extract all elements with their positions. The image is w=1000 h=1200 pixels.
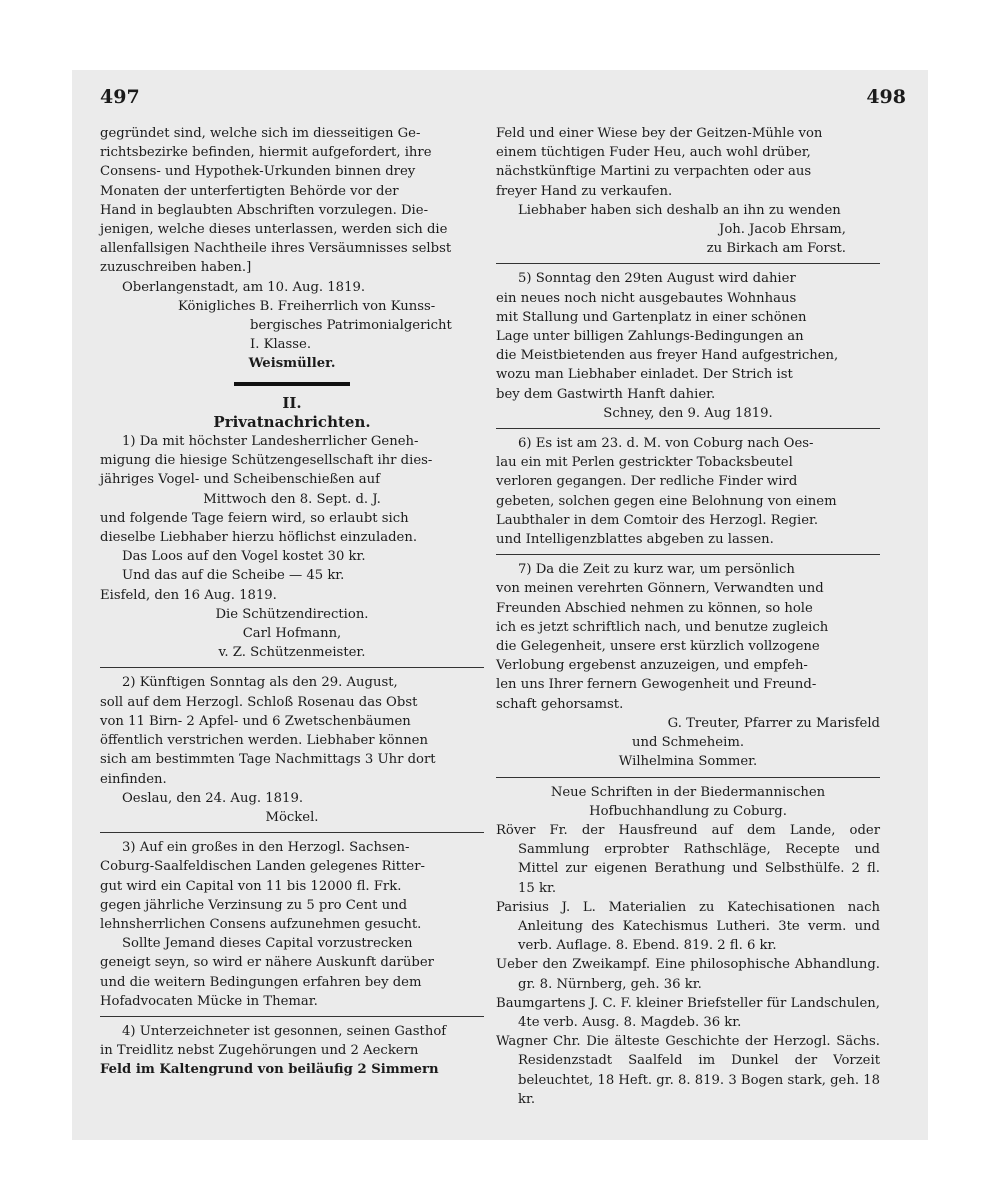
- text-line: 4) Unterzeichneter ist gesonnen, seinen Gasthof: [122, 1023, 447, 1039]
- text-line: wozu man Liebhaber einladet. Der Strich ist: [496, 367, 793, 383]
- text-line: Coburg-Saalfeldischen Landen gelegenes Ritter-: [100, 859, 425, 875]
- signer: Joh. Jacob Ehrsam,: [719, 222, 846, 238]
- text-line: lehnsherrlichen Consens aufzunehmen gesucht.: [100, 916, 422, 932]
- intro-notice: [100, 124, 484, 374]
- text-line: Feld im Kaltengrund von beiläufig 2 Simmern: [100, 1062, 439, 1078]
- text-line: zuzuschreiben haben.]: [100, 260, 252, 276]
- text-line: 2) Künftigen Sonntag als den 29. August,: [122, 675, 398, 691]
- text-line: einfinden.: [100, 771, 167, 787]
- text-line: gut wird ein Capital von 11 bis 12000 fl. Frk.: [100, 878, 402, 894]
- text-line: von 11 Birn- 2 Apfel- und 6 Zwetschenbäumen: [100, 713, 411, 729]
- text-line: 1) Da mit höchster Landesherrlicher Geneh-: [122, 434, 419, 450]
- authority-line: bergisches Patrimonialgericht: [250, 318, 452, 334]
- text-line: Liebhaber haben sich deshalb an ihn zu wenden: [518, 202, 841, 218]
- text-line: Feld und einer Wiese bey der Geitzen-Mühle von: [496, 126, 823, 141]
- divider: [100, 1016, 484, 1017]
- text-line: und folgende Tage feiern wird, so erlaubt sich: [100, 510, 409, 526]
- notice-5: [496, 269, 880, 423]
- text-line: Lage unter billigen Zahlungs-Bedingungen an: [496, 329, 804, 345]
- event-date: Mittwoch den 8. Sept. d. J.: [203, 491, 381, 507]
- text-line: ein neues noch nicht ausgebautes Wohnhaus: [496, 290, 797, 306]
- notice-4: [100, 1022, 484, 1080]
- text-line: Sollte Jemand dieses Capital vorzustrecken: [122, 936, 413, 952]
- text-line: bey dem Gastwirth Hanft dahier.: [496, 386, 716, 402]
- page-number-left: 497: [100, 86, 140, 108]
- section-numeral: II.: [282, 393, 302, 412]
- text-line: dieselbe Liebhaber hierzu höflichst einzuladen.: [100, 530, 418, 546]
- text-line: Laubthaler in dem Comtoir des Herzogl. Regier.: [496, 512, 819, 528]
- text-line: soll auf dem Herzogl. Schloß Rosenau das Obst: [100, 694, 418, 710]
- text-line: jenigen, welche dieses unterlassen, werden sich die: [100, 222, 448, 238]
- signer: Möckel.: [265, 809, 319, 825]
- notice-7: [496, 560, 880, 771]
- signer: Carl Hofmann,: [242, 626, 342, 642]
- text-line: jähriges Vogel- und Scheibenschießen auf: [100, 472, 381, 488]
- section-title: Privatnachrichten.: [213, 412, 371, 431]
- authority-line: Königliches B. Freiherrlich von Kunss-: [178, 298, 436, 314]
- divider: [496, 554, 880, 555]
- text-line: migung die hiesige Schützengesellschaft ihr dies-: [100, 453, 433, 469]
- divider: [496, 263, 880, 264]
- notice-date: Schney, den 9. Aug 1819.: [603, 405, 773, 421]
- text-line: lau ein mit Perlen gestrickter Tobacksbeutel: [496, 455, 793, 471]
- text-line: in Treidlitz nebst Zugehörungen und 2 Aeckern: [100, 1043, 419, 1059]
- text-line: ich es jetzt schriftlich nach, und benutze zugleich: [496, 619, 829, 635]
- divider: [100, 832, 484, 833]
- book-list: [496, 783, 880, 1109]
- signer: Die Schützendirection.: [215, 606, 369, 622]
- price-line: Das Loos auf den Vogel kostet 30 kr.: [122, 549, 366, 565]
- text-line: 6) Es ist am 23. d. M. von Coburg nach Oes-: [518, 436, 814, 452]
- text-line: Hand in beglaubten Abschriften vorzulegen. Die-: [100, 202, 429, 218]
- book-entry: Röver Fr. der Hausfreund auf dem Lande, oder Sammlung erprobter Rathschläge, Recepte und Mittel zur eigenen Berathung und Selbsthülfe. 2 fl. 15 kr.: [496, 822, 880, 896]
- signer: v. Z. Schützenmeister.: [218, 645, 366, 661]
- text-line: gegründet sind, welche sich im diesseitigen Ge-: [100, 126, 421, 141]
- notice-2: [100, 673, 484, 827]
- signer: und Schmeheim.: [631, 735, 745, 751]
- text-line: Consens- und Hypothek-Urkunden binnen drey: [100, 164, 416, 180]
- text-line: 7) Da die Zeit zu kurz war, um persönlich: [518, 562, 795, 578]
- notice-3: [100, 838, 484, 1011]
- authority-line: I. Klasse.: [250, 337, 312, 353]
- text-line: gegen jährliche Verzinsung zu 5 pro Cent und: [100, 897, 408, 913]
- left-column: [100, 124, 484, 1080]
- right-column: [496, 124, 880, 1109]
- divider: [496, 777, 880, 778]
- book-list-heading: Hofbuchhandlung zu Coburg.: [589, 803, 787, 819]
- text-line: sich am bestimmten Tage Nachmittags 3 Uhr dort: [100, 752, 436, 768]
- text-line: len uns Ihrer fernern Gewogenheit und Freund-: [496, 677, 817, 693]
- notice-1: [100, 432, 484, 662]
- book-entry: Wagner Chr. Die älteste Geschichte der Herzogl. Sächs. Residenzstadt Saalfeld im Dunkel der Vorzeit beleuchtet, 18 Heft. gr. 8. 819. 3 Bogen stark, geh. 18 kr.: [496, 1034, 880, 1107]
- text-line: mit Stallung und Gartenplatz in einer schönen: [496, 309, 807, 325]
- book-entry: Ueber den Zweikampf. Eine philosophische Abhandlung. gr. 8. Nürnberg, geh. 36 kr.: [496, 957, 880, 992]
- notice-4-continued: [496, 124, 880, 258]
- text-line: allenfallsigen Nachtheile ihres Versäumnisses selbst: [100, 241, 452, 257]
- text-line: gebeten, solchen gegen eine Belohnung von einem: [496, 493, 837, 509]
- signer: Weismüller.: [248, 356, 336, 372]
- book-list-heading: Neue Schriften in der Biedermannischen: [550, 784, 826, 800]
- notice-6: [496, 434, 880, 549]
- signer: Wilhelmina Sommer.: [618, 754, 758, 770]
- text-line: nächstkünftige Martini zu verpachten oder aus: [496, 164, 812, 180]
- notice-date: Eisfeld, den 16 Aug. 1819.: [100, 587, 277, 603]
- text-line: und die weitern Bedingungen erfahren bey dem: [100, 974, 422, 990]
- text-line: geneigt seyn, so wird er nähere Auskunft darüber: [100, 955, 434, 971]
- text-line: Freunden Abschied nehmen zu können, so hole: [496, 600, 813, 616]
- text-line: 5) Sonntag den 29ten August wird dahier: [518, 271, 796, 287]
- text-line: einem tüchtigen Fuder Heu, auch wohl drüber,: [496, 145, 811, 161]
- book-entry: Parisius J. L. Materialien zu Katechisationen nach Anleitung des Katechismus Lutheri. 3te verm. und verb. Auflage. 8. Ebend. 819. 2 fl. 6 kr.: [496, 899, 880, 954]
- notice-date: Oberlangenstadt, am 10. Aug. 1819.: [122, 279, 366, 295]
- text-line: öffentlich verstrichen werden. Liebhaber können: [100, 733, 428, 749]
- text-line: die Meistbietenden aus freyer Hand aufgestrichen,: [496, 348, 839, 364]
- text-line: 3) Auf ein großes in den Herzogl. Sachsen-: [122, 840, 410, 856]
- text-line: schaft gehorsamst.: [496, 696, 624, 712]
- divider: [100, 667, 484, 668]
- text-line: richtsbezirke befinden, hiermit aufgefordert, ihre: [100, 145, 432, 161]
- price-line: Und das auf die Scheibe — 45 kr.: [122, 568, 345, 584]
- text-line: die Gelegenheit, unsere erst kürzlich vollzogene: [496, 639, 820, 655]
- book-entry: Baumgartens J. C. F. kleiner Briefsteller für Landschulen, 4te verb. Ausg. 8. Magdeb. 36 kr.: [496, 995, 880, 1030]
- text-line: Hofadvocaten Mücke in Themar.: [100, 993, 318, 1009]
- text-line: freyer Hand zu verkaufen.: [496, 183, 673, 199]
- text-line: Verlobung ergebenst anzuzeigen, und empfeh-: [496, 658, 808, 674]
- newspaper-page: [72, 70, 928, 1140]
- signer: zu Birkach am Forst.: [706, 241, 846, 257]
- text-line: und Intelligenzblattes abgeben zu lassen.: [496, 532, 774, 548]
- section-divider: [234, 382, 350, 386]
- divider: [496, 428, 880, 429]
- text-line: Monaten der unterfertigten Behörde vor der: [100, 183, 399, 199]
- text-line: von meinen verehrten Gönnern, Verwandten und: [496, 581, 824, 597]
- signer: G. Treuter, Pfarrer zu Marisfeld: [667, 715, 880, 731]
- page-number-right: 498: [866, 86, 906, 108]
- notice-date: Oeslau, den 24. Aug. 1819.: [122, 790, 304, 806]
- text-line: verloren gegangen. Der redliche Finder wird: [496, 474, 798, 490]
